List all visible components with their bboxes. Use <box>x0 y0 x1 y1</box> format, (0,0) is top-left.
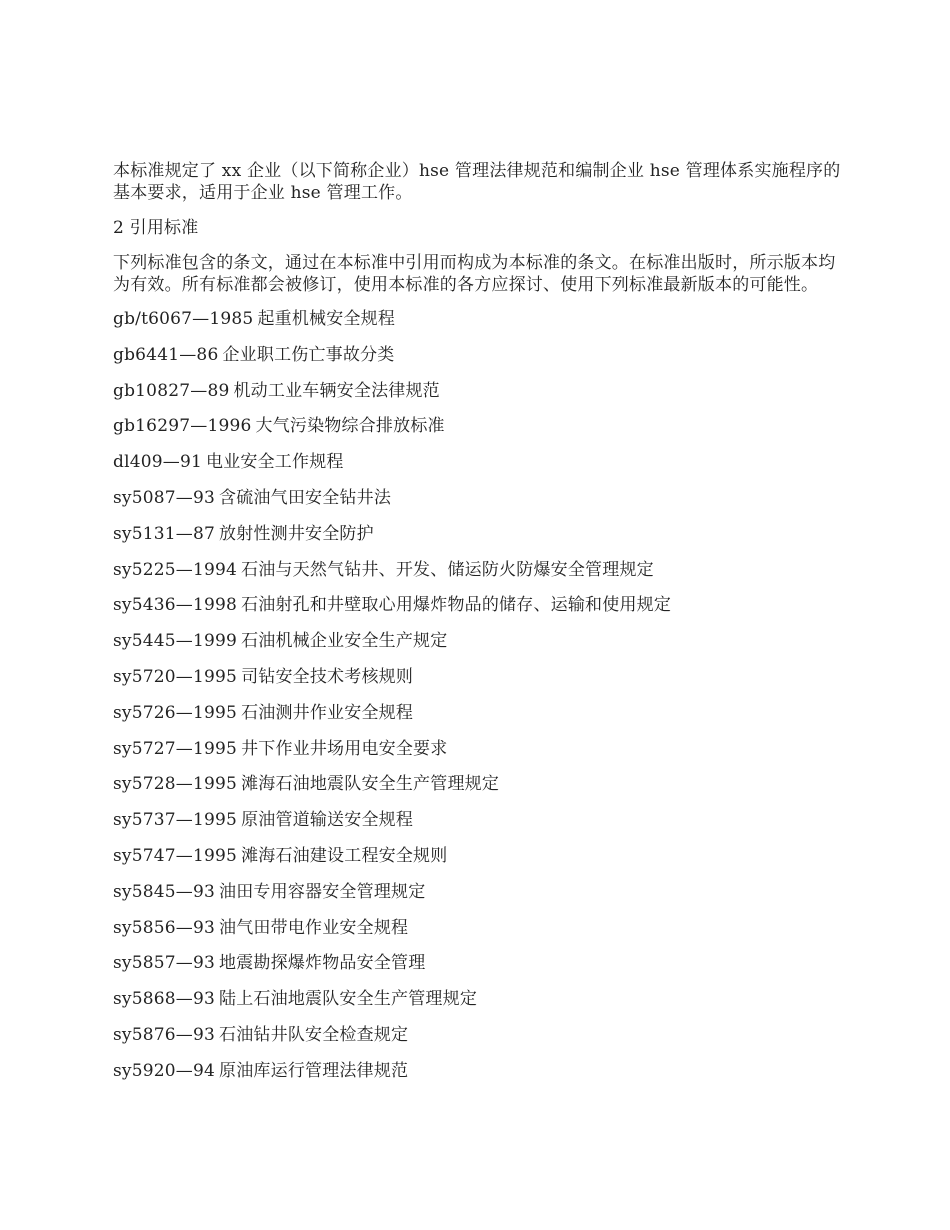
reference-code: gb6441—86 <box>113 344 219 365</box>
reference-item <box>113 881 841 903</box>
reference-code: sy5727—1995 <box>113 738 238 759</box>
reference-title: 电业安全工作规程 <box>206 452 344 473</box>
reference-item <box>113 666 841 688</box>
reference-title: 原油管道输送安全规程 <box>241 810 414 831</box>
reference-item <box>113 1024 841 1046</box>
reference-title: 放射性测井安全防护 <box>219 523 374 544</box>
reference-title: 油田专用容器安全管理规定 <box>219 881 426 902</box>
reference-item <box>113 415 841 437</box>
reference-title: 石油机械企业安全生产规定 <box>241 631 448 652</box>
reference-item <box>113 809 841 831</box>
reference-code: sy5920—94 <box>113 1060 216 1081</box>
reference-code: sy5720—1995 <box>113 666 238 687</box>
reference-code: gb10827—89 <box>113 380 230 401</box>
reference-item <box>113 308 841 330</box>
reference-title: 滩海石油地震队安全生产管理规定 <box>241 774 500 795</box>
reference-item <box>113 451 841 473</box>
reference-title: 原油库运行管理法律规范 <box>219 1060 409 1081</box>
reference-title: 石油测井作业安全规程 <box>241 702 414 723</box>
reference-code: sy5436—1998 <box>113 595 238 616</box>
scope-paragraph: 本标准规定了 xx 企业（以下简称企业）hse 管理法律规范和编制企业 hse 管理体系实施程序的基本要求，适用于企业 hse 管理工作。 <box>113 161 841 203</box>
reference-code: sy5856—93 <box>113 917 216 938</box>
reference-title: 大气污染物综合排放标准 <box>255 416 445 437</box>
reference-code: sy5225—1994 <box>113 559 238 580</box>
reference-code: sy5726—1995 <box>113 702 238 723</box>
reference-item <box>113 738 841 760</box>
document-page <box>113 160 841 1096</box>
reference-code: sy5737—1995 <box>113 810 238 831</box>
reference-item <box>113 630 841 652</box>
reference-list <box>113 308 841 1082</box>
reference-title: 滩海石油建设工程安全规则 <box>241 845 448 866</box>
reference-title: 石油与天然气钻井、开发、储运防火防爆安全管理规定 <box>241 559 654 580</box>
reference-title: 石油钻井队安全检查规定 <box>219 1024 409 1045</box>
reference-code: sy5087—93 <box>113 487 216 508</box>
reference-code: sy5845—93 <box>113 881 216 902</box>
reference-code: dl409—91 <box>113 452 202 473</box>
reference-code: sy5868—93 <box>113 989 216 1010</box>
reference-code: sy5728—1995 <box>113 774 238 795</box>
reference-title: 井下作业井场用电安全要求 <box>241 738 448 759</box>
section-heading: 2 引用标准 <box>113 218 199 238</box>
reference-code: sy5131—87 <box>113 523 216 544</box>
reference-code: gb16297—1996 <box>113 416 252 437</box>
reference-item <box>113 1060 841 1082</box>
intro-paragraph: 下列标准包含的条文，通过在本标准中引用而构成为本标准的条文。在标准出版时，所示版本均为有效。所有标准都会被修订，使用本标准的各方应探讨、使用下列标准最新版本的可能性。 <box>113 253 836 295</box>
reference-item <box>113 594 841 616</box>
reference-item <box>113 380 841 402</box>
reference-title: 地震勘探爆炸物品安全管理 <box>219 953 426 974</box>
reference-item <box>113 952 841 974</box>
reference-code: sy5857—93 <box>113 953 216 974</box>
reference-title: 石油射孔和井壁取心用爆炸物品的储存、运输和使用规定 <box>241 595 672 616</box>
reference-title: 陆上石油地震队安全生产管理规定 <box>219 989 478 1010</box>
reference-title: 司钻安全技术考核规则 <box>241 666 414 687</box>
reference-title: 机动工业车辆安全法律规范 <box>233 380 440 401</box>
reference-code: sy5876—93 <box>113 1024 216 1045</box>
reference-code: sy5445—1999 <box>113 631 238 652</box>
reference-item <box>113 773 841 795</box>
reference-title: 起重机械安全规程 <box>257 309 396 329</box>
reference-item <box>113 344 841 366</box>
reference-title: 企业职工伤亡事故分类 <box>222 344 395 365</box>
reference-item <box>113 559 841 581</box>
reference-item <box>113 702 841 724</box>
reference-item <box>113 988 841 1010</box>
reference-code: gb/t6067—1985 <box>113 309 254 329</box>
reference-item <box>113 845 841 867</box>
reference-title: 油气田带电作业安全规程 <box>219 917 409 938</box>
reference-title: 含硫油气田安全钻井法 <box>219 487 392 508</box>
reference-code: sy5747—1995 <box>113 845 238 866</box>
reference-item <box>113 487 841 509</box>
reference-item <box>113 523 841 545</box>
reference-item <box>113 917 841 939</box>
